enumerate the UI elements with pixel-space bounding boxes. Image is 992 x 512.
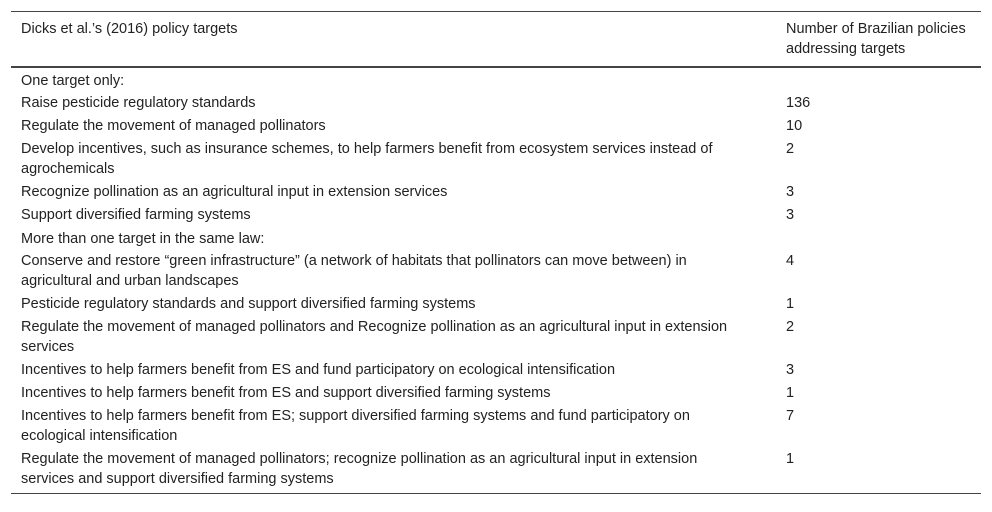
section-label: More than one target in the same law: — [21, 231, 265, 247]
target-cell: Incentives to help farmers benefit from ES; support diversified farming systems and fund participatory on ecological intensification — [21, 408, 690, 444]
count-cell: 1 — [786, 296, 795, 312]
count-cell: 2 — [786, 319, 795, 335]
table-row — [11, 448, 981, 494]
table-header — [11, 12, 981, 68]
table-body — [11, 67, 981, 494]
table-row — [11, 181, 981, 204]
table-row — [11, 138, 981, 181]
section-label: One target only: — [21, 73, 125, 89]
count-cell: 7 — [786, 408, 795, 424]
count-cell: 1 — [749, 448, 981, 494]
table-row — [11, 382, 981, 405]
table-row — [11, 92, 981, 115]
target-cell: Raise pesticide regulatory standards — [21, 95, 256, 111]
table-row — [11, 359, 981, 382]
table-row — [11, 250, 981, 293]
section-row — [11, 227, 981, 250]
count-cell: 4 — [786, 253, 795, 269]
section-count — [749, 227, 981, 250]
count-cell: 3 — [786, 207, 795, 223]
target-cell: Recognize pollination as an agricultural input in extension services — [21, 184, 448, 200]
table-row — [11, 115, 981, 138]
target-cell: Develop incentives, such as insurance schemes, to help farmers benefit from ecosystem services instead of agrochemicals — [21, 141, 713, 177]
count-cell: 10 — [786, 118, 803, 134]
table-row — [11, 293, 981, 316]
header-row — [11, 12, 981, 68]
target-cell: Regulate the movement of managed pollinators and Recognize pollination as an agricultural input in extension services — [21, 319, 728, 355]
target-cell: Regulate the movement of managed pollinators — [21, 118, 326, 134]
policy-targets-table — [11, 11, 981, 494]
count-cell: 1 — [786, 385, 795, 401]
count-cell: 136 — [786, 95, 811, 111]
count-cell: 3 — [786, 362, 795, 378]
table-row — [11, 204, 981, 227]
section-count — [749, 67, 981, 92]
section-row — [11, 67, 981, 92]
target-cell: Regulate the movement of managed pollinators; recognize pollination as an agricultural input in extension services and support diversified farming systems — [11, 448, 749, 494]
table-row — [11, 405, 981, 448]
target-cell: Incentives to help farmers benefit from ES and support diversified farming systems — [21, 385, 551, 401]
target-cell: Conserve and restore “green infrastructure” (a network of habitats that pollinators can move between) in agricultural and urban landscapes — [21, 253, 687, 289]
target-cell: Incentives to help farmers benefit from ES and fund participatory on ecological intensification — [21, 362, 616, 378]
header-policy-count: Number of Brazilian policies addressing targets — [749, 12, 981, 68]
target-cell: Pesticide regulatory standards and support diversified farming systems — [21, 296, 476, 312]
policy-targets-table-container — [11, 11, 981, 494]
count-cell: 2 — [786, 141, 795, 157]
table-row — [11, 316, 981, 359]
count-cell: 3 — [786, 184, 795, 200]
header-policy-targets: Dicks et al.’s (2016) policy targets — [11, 12, 749, 68]
target-cell: Support diversified farming systems — [21, 207, 251, 223]
